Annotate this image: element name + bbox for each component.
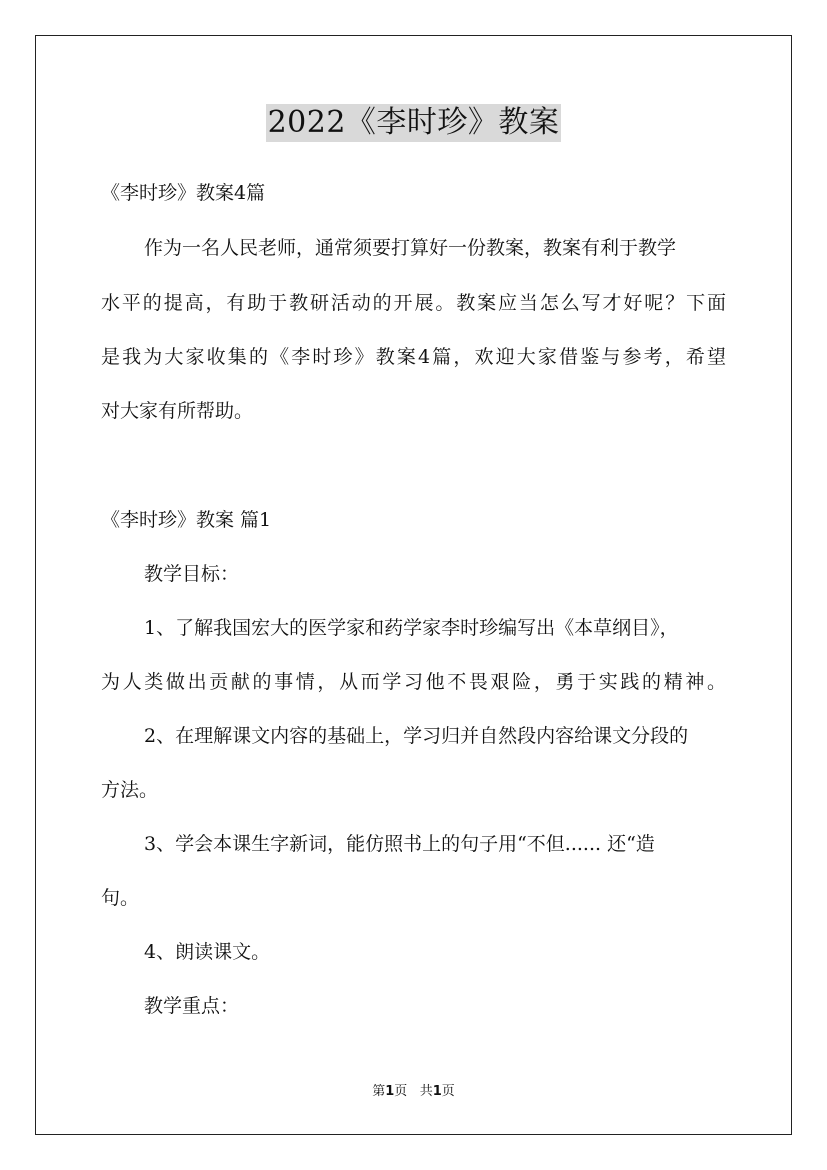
intro-line-1: 作为一名人民老师，通常须要打算好一份教案，教案有利于教学 (144, 237, 677, 259)
intro-line-2: 水平的提高，有助于教研活动的开展。教案应当怎么写才好呢？下面 (101, 292, 726, 314)
goal-line-2: 为人类做出贡献的事情，从而学习他不畏艰险，勇于实践的精神。 (101, 671, 726, 693)
key-points-heading: 教学重点： (144, 995, 240, 1017)
footer-total-pages: 1 (432, 1084, 442, 1099)
footer-page-number: 1 (385, 1084, 395, 1099)
section-heading: 《李时珍》教案 篇1 (101, 509, 272, 531)
page-footer (0, 1084, 827, 1100)
title-container (0, 104, 827, 142)
document-title: 2022《李时珍》教案 (267, 105, 560, 140)
footer-total-prefix: 共 (419, 1084, 433, 1099)
footer-page-prefix: 第 (372, 1084, 386, 1099)
goal-line-4: 方法。 (101, 779, 159, 801)
goals-heading: 教学目标： (144, 563, 240, 585)
intro-line-4: 对大家有所帮助。 (101, 400, 254, 422)
footer-page-suffix: 页 (394, 1084, 408, 1099)
document-subtitle: 《李时珍》教案4篇 (101, 182, 266, 204)
goal-line-5: 3、学会本课生字新词，能仿照书上的句子用“不但...... 还“造 (144, 833, 655, 855)
intro-line-3: 是我为大家收集的《李时珍》教案4篇，欢迎大家借鉴与参考，希望 (101, 346, 726, 368)
goal-line-6: 句。 (101, 887, 140, 909)
footer-total-suffix: 页 (441, 1084, 455, 1099)
goal-line-7: 4、朗读课文。 (144, 941, 271, 963)
goal-line-3: 2、在理解课文内容的基础上，学习归并自然段内容给课文分段的 (144, 725, 689, 747)
goal-line-1: 1、了解我国宏大的医学家和药学家李时珍编写出《本草纲目》， (144, 617, 679, 639)
